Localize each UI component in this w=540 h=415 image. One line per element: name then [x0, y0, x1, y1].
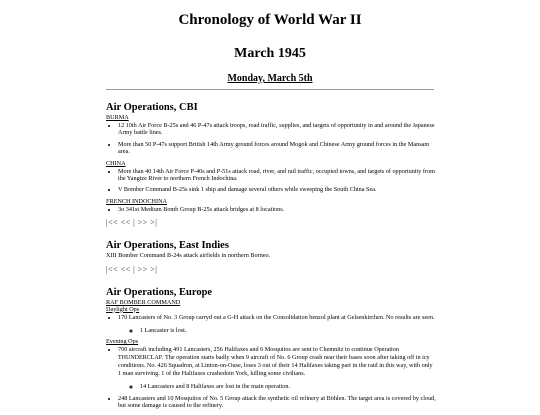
- list-item: • 3o 341st Medium Bomb Group B-25s attack bridges at 8 locations.: [118, 206, 436, 213]
- daylight-list: [106, 314, 436, 335]
- burma-list: [106, 122, 436, 156]
- section-heading-europe: Air Operations, Europe: [106, 286, 213, 298]
- list-item: • V Bomber Command B-25s sink 1 ship and damage several others while sweeping the South China Sea.: [118, 186, 436, 193]
- list-item: ◦ 1 Lancaster is lost.: [140, 327, 436, 334]
- evening-list: [106, 346, 436, 409]
- region-label-french-indochina: FRENCH INDOCHINA: [106, 197, 168, 205]
- month-heading: March 1945: [234, 46, 306, 61]
- nav-bar: [106, 265, 436, 275]
- east-indies-text: XIII Bomber Command B-24s attack airfields in northern Borneo.: [106, 252, 271, 260]
- prev-page-link[interactable]: <<: [120, 264, 131, 274]
- evening-item-text-cont: . The operation starts badly when 9 aircraft of No. 6 Group crash near their bases soon after taking off in icy conditions. No. 426 Squadron, at Linton-on-Ouse, loses 3 out of their 14 Halifaxes taking part in the raid in this way, with only 1 man surviving. 1 of the Halifaxes crashedoin York, killing some civilians.: [118, 353, 433, 377]
- last-page-link[interactable]: >|: [150, 264, 158, 274]
- china-list: [106, 168, 436, 194]
- raf-bomber-command-label: RAF BOMBER COMMAND: [106, 298, 181, 306]
- divider: [106, 89, 434, 90]
- daylight-ops-label: Daylight Ops: [106, 305, 140, 313]
- list-item: ◦ 14 Lancasters and 8 Halifaxes are lost in the main operation.: [140, 383, 436, 390]
- list-item: • 248 Lancasters and 10 Mosquitos of No. 5 Group attack the synthetic oil refinery at Böhlen. The target area is covered by cloud, but some damage is caused to the refinery.: [118, 395, 436, 410]
- list-item: [118, 346, 436, 390]
- nav-bar: [106, 218, 436, 228]
- next-page-link[interactable]: >>: [137, 218, 148, 228]
- next-page-link[interactable]: >>: [137, 264, 148, 274]
- evening-item-text: 700 aircraft including 491 Lancasters, 256 Halifaxes and 6 Mosquitos are sent to Chemnitz to continue Operation: [118, 346, 399, 354]
- nav-separator: |: [133, 218, 136, 228]
- page-title: Chronology of World War II: [178, 12, 362, 28]
- evening-ops-label: Evening Ops: [106, 338, 139, 346]
- first-page-link[interactable]: |<<: [106, 264, 119, 274]
- daylight-sublist: [118, 327, 436, 334]
- page: [0, 10, 540, 415]
- operation-name: THUNDERCLAP: [118, 354, 163, 361]
- region-label-china: CHINA: [106, 159, 126, 167]
- list-item: • 12 10th Air Force B-25s and 46 P-47s attack troops, road traffic, supplies, and targets of opportunity in and around the Japanese Army battle lines.: [118, 122, 436, 137]
- section-heading-east-indies: Air Operations, East Indies: [106, 240, 229, 252]
- list-item: • More than 40 14th Air Force P-40s and P-51s attack road, river, and rail traffic, occupied towns, and targets of opportunity from the Yangtze River to northern French Indochina.: [118, 168, 436, 183]
- region-label-burma: BURMA: [106, 114, 129, 121]
- first-page-link[interactable]: |<<: [106, 218, 119, 228]
- evening-sublist: [118, 383, 436, 390]
- french-indochina-list: [106, 206, 436, 213]
- prev-page-link[interactable]: <<: [120, 218, 131, 228]
- nav-separator: |: [133, 264, 136, 274]
- last-page-link[interactable]: >|: [150, 218, 158, 228]
- list-item: • More than 50 P-47s support British 14th Army ground forces around Mogok and Chinese Army ground forces in the Mansam area.: [118, 141, 436, 156]
- page-header: [0, 10, 540, 86]
- day-link[interactable]: Monday, March 5th: [227, 73, 313, 84]
- daylight-item-text: 170 Lancasters of No. 3 Group carryd out a G-H attack on the Consolidation benzol plant at Gelsenkirchen. No results are seen.: [118, 313, 435, 321]
- list-item: [118, 314, 436, 335]
- section-heading-cbi: Air Operations, CBI: [106, 102, 198, 113]
- main-content: [106, 102, 436, 409]
